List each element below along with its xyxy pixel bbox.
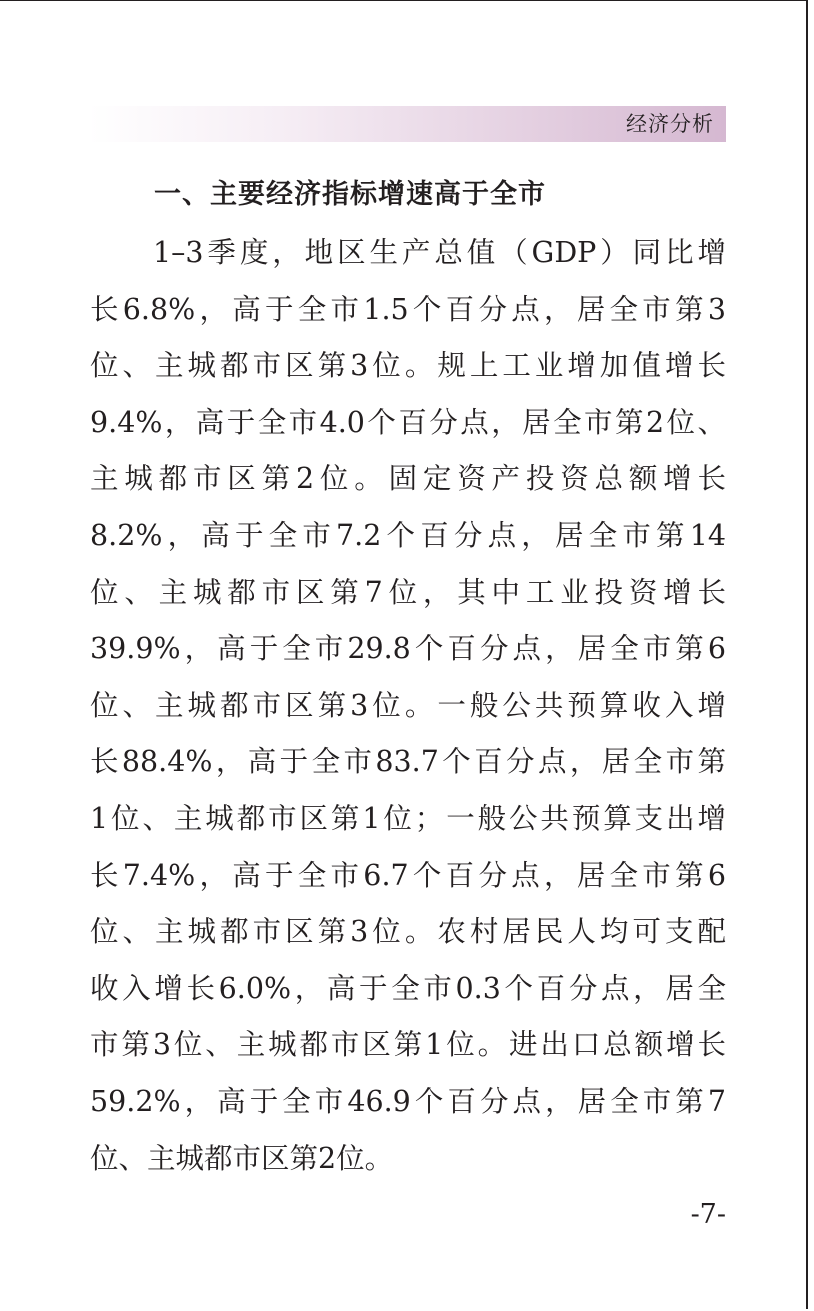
paragraph-line: 位、主城都市区第3位。农村居民人均可支配	[90, 915, 726, 949]
paragraph-line: 长7.4%，高于全市6.7个百分点，居全市第6	[90, 858, 726, 892]
section-tag: 经济分析	[626, 112, 714, 136]
paragraph-line: 位、主城都市区第3位。规上工业增加值增长	[90, 349, 726, 383]
paragraph-line: 位、主城都市区第2位。	[90, 1141, 394, 1175]
paragraph-line: 位、主城都市区第7位，其中工业投资增长	[90, 575, 726, 609]
paragraph-line: 9.4%，高于全市4.0个百分点，居全市第2位、	[90, 405, 726, 439]
paragraph-line: 位、主城都市区第3位。一般公共预算收入增	[90, 688, 726, 722]
paragraph-line: 1–3季度，地区生产总值（GDP）同比增	[153, 236, 726, 269]
section-heading: 一、主要经济指标增速高于全市	[154, 179, 546, 210]
paragraph-line: 长88.4%，高于全市83.7个百分点，居全市第	[90, 745, 726, 779]
section-header-band	[88, 106, 726, 142]
paragraph-line: 39.9%，高于全市29.8个百分点，居全市第6	[90, 632, 726, 666]
paragraph-line: 收入增长6.0%，高于全市0.3个百分点，居全	[90, 971, 726, 1005]
paragraph-line: 8.2%，高于全市7.2个百分点，居全市第14	[90, 518, 726, 552]
paragraph-line: 市第3位、主城都市区第1位。进出口总额增长	[90, 1028, 726, 1062]
paragraph-line: 59.2%，高于全市46.9个百分点，居全市第7	[90, 1084, 726, 1118]
body-paragraph	[90, 225, 726, 1187]
paragraph-line: 主城都市区第2位。固定资产投资总额增长	[90, 462, 726, 496]
paragraph-line: 1位、主城都市区第1位；一般公共预算支出增	[90, 801, 726, 835]
paragraph-line: 长6.8%，高于全市1.5个百分点，居全市第3	[90, 292, 726, 326]
page-number: -7-	[690, 1199, 726, 1230]
